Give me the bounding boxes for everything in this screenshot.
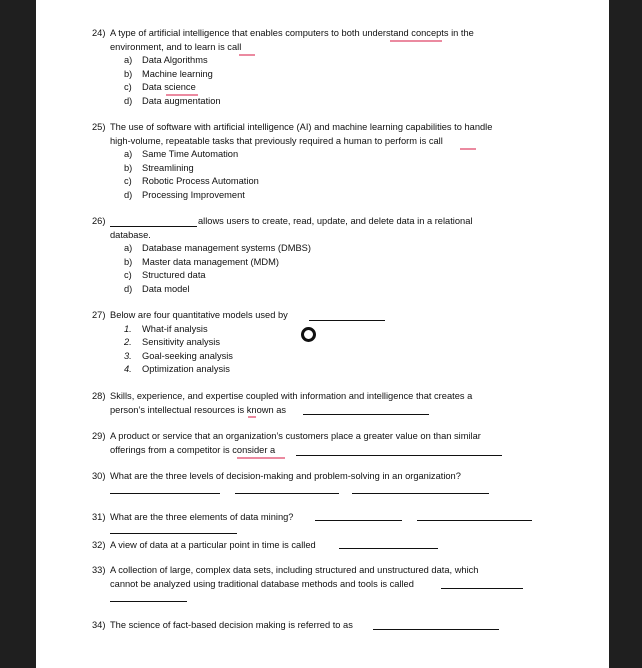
question-25-line2: high-volume, repeatable tasks that previously required a human to perform is call (110, 136, 443, 146)
document-page: 24) A type of artificial intelligence that enables computers to both understand concepts in the environment, and to learn is call a) Data Algorithms b) Machine learning c) Data science d) Data augmentation 25) The use of software with artificial intelligence (AI) and machine learning capabilities to handle high-volume, repeatable tasks that previously required a human to perform is call a) Same Time Automation b) Streamlining c) Robotic Process Automation d) Processing Improvement 26) allows users to create, read, update, and delete data in a relational database. a) Database management systems (DMBS) b) Master data management (MDM) c) Structured data d) Data model 27) Below are four quantitative models used by 1. What-if analysis 2. Sensitivity analysis 3. Goal-seeking analysis 4. Optimization analysis 28) Skills, experience, and expertise coupled with information and intelligence that creates a person’s intellectual resources is known as 29) A product or service that an organization’s customers place a greater value on than similar offerings from a competitor is consider a 30) What are the three levels of decision-making and problem-solving in an organization? 31) What are the three elements of data mining? 32) A view of data at a particular point in time is called 33) A collection of large, complex data sets, including structured and unstructured data, which cannot be analyzed using traditional database methods and tools is called 34) The science of fact-based decision making is referred to as (36, 0, 609, 668)
answer-blank[interactable] (303, 414, 429, 415)
question-26-line2: database. (110, 230, 151, 240)
spellcheck-underline (248, 416, 256, 418)
answer-blank[interactable] (373, 629, 499, 630)
question-33-line2: cannot be analyzed using traditional database methods and tools is called (110, 579, 414, 589)
question-29-line2: offerings from a competitor is consider a (110, 445, 276, 455)
answer-blank[interactable] (296, 455, 502, 456)
answer-blank[interactable] (339, 548, 438, 549)
answer-blank[interactable] (110, 493, 220, 494)
answer-blank[interactable] (110, 226, 197, 227)
question-26-text: allows users to create, read, update, and delete data in a relational (198, 216, 473, 226)
answer-blank[interactable] (352, 493, 489, 494)
spellcheck-underline (237, 457, 285, 459)
answer-blank[interactable] (110, 533, 237, 534)
cursor-circle-icon (301, 327, 316, 342)
answer-blank[interactable] (417, 520, 532, 521)
question-text-line1: A type of artificial intelligence that enables computers to both understand concepts in the (110, 28, 474, 38)
question-number: 24) (92, 28, 106, 38)
answer-blank[interactable] (441, 588, 523, 589)
answer-blank[interactable] (309, 320, 385, 321)
question-24-line2 (110, 41, 241, 55)
question-28-line2: person’s intellectual resources is known as (110, 405, 287, 415)
answer-blank[interactable] (235, 493, 339, 494)
spellcheck-underline (460, 148, 476, 150)
question-text-line2: environment, and to learn is call (110, 42, 242, 52)
answer-blank[interactable] (315, 520, 402, 521)
answer-blank[interactable] (110, 601, 187, 602)
spellcheck-underline (239, 54, 255, 56)
spellcheck-underline (390, 40, 442, 42)
